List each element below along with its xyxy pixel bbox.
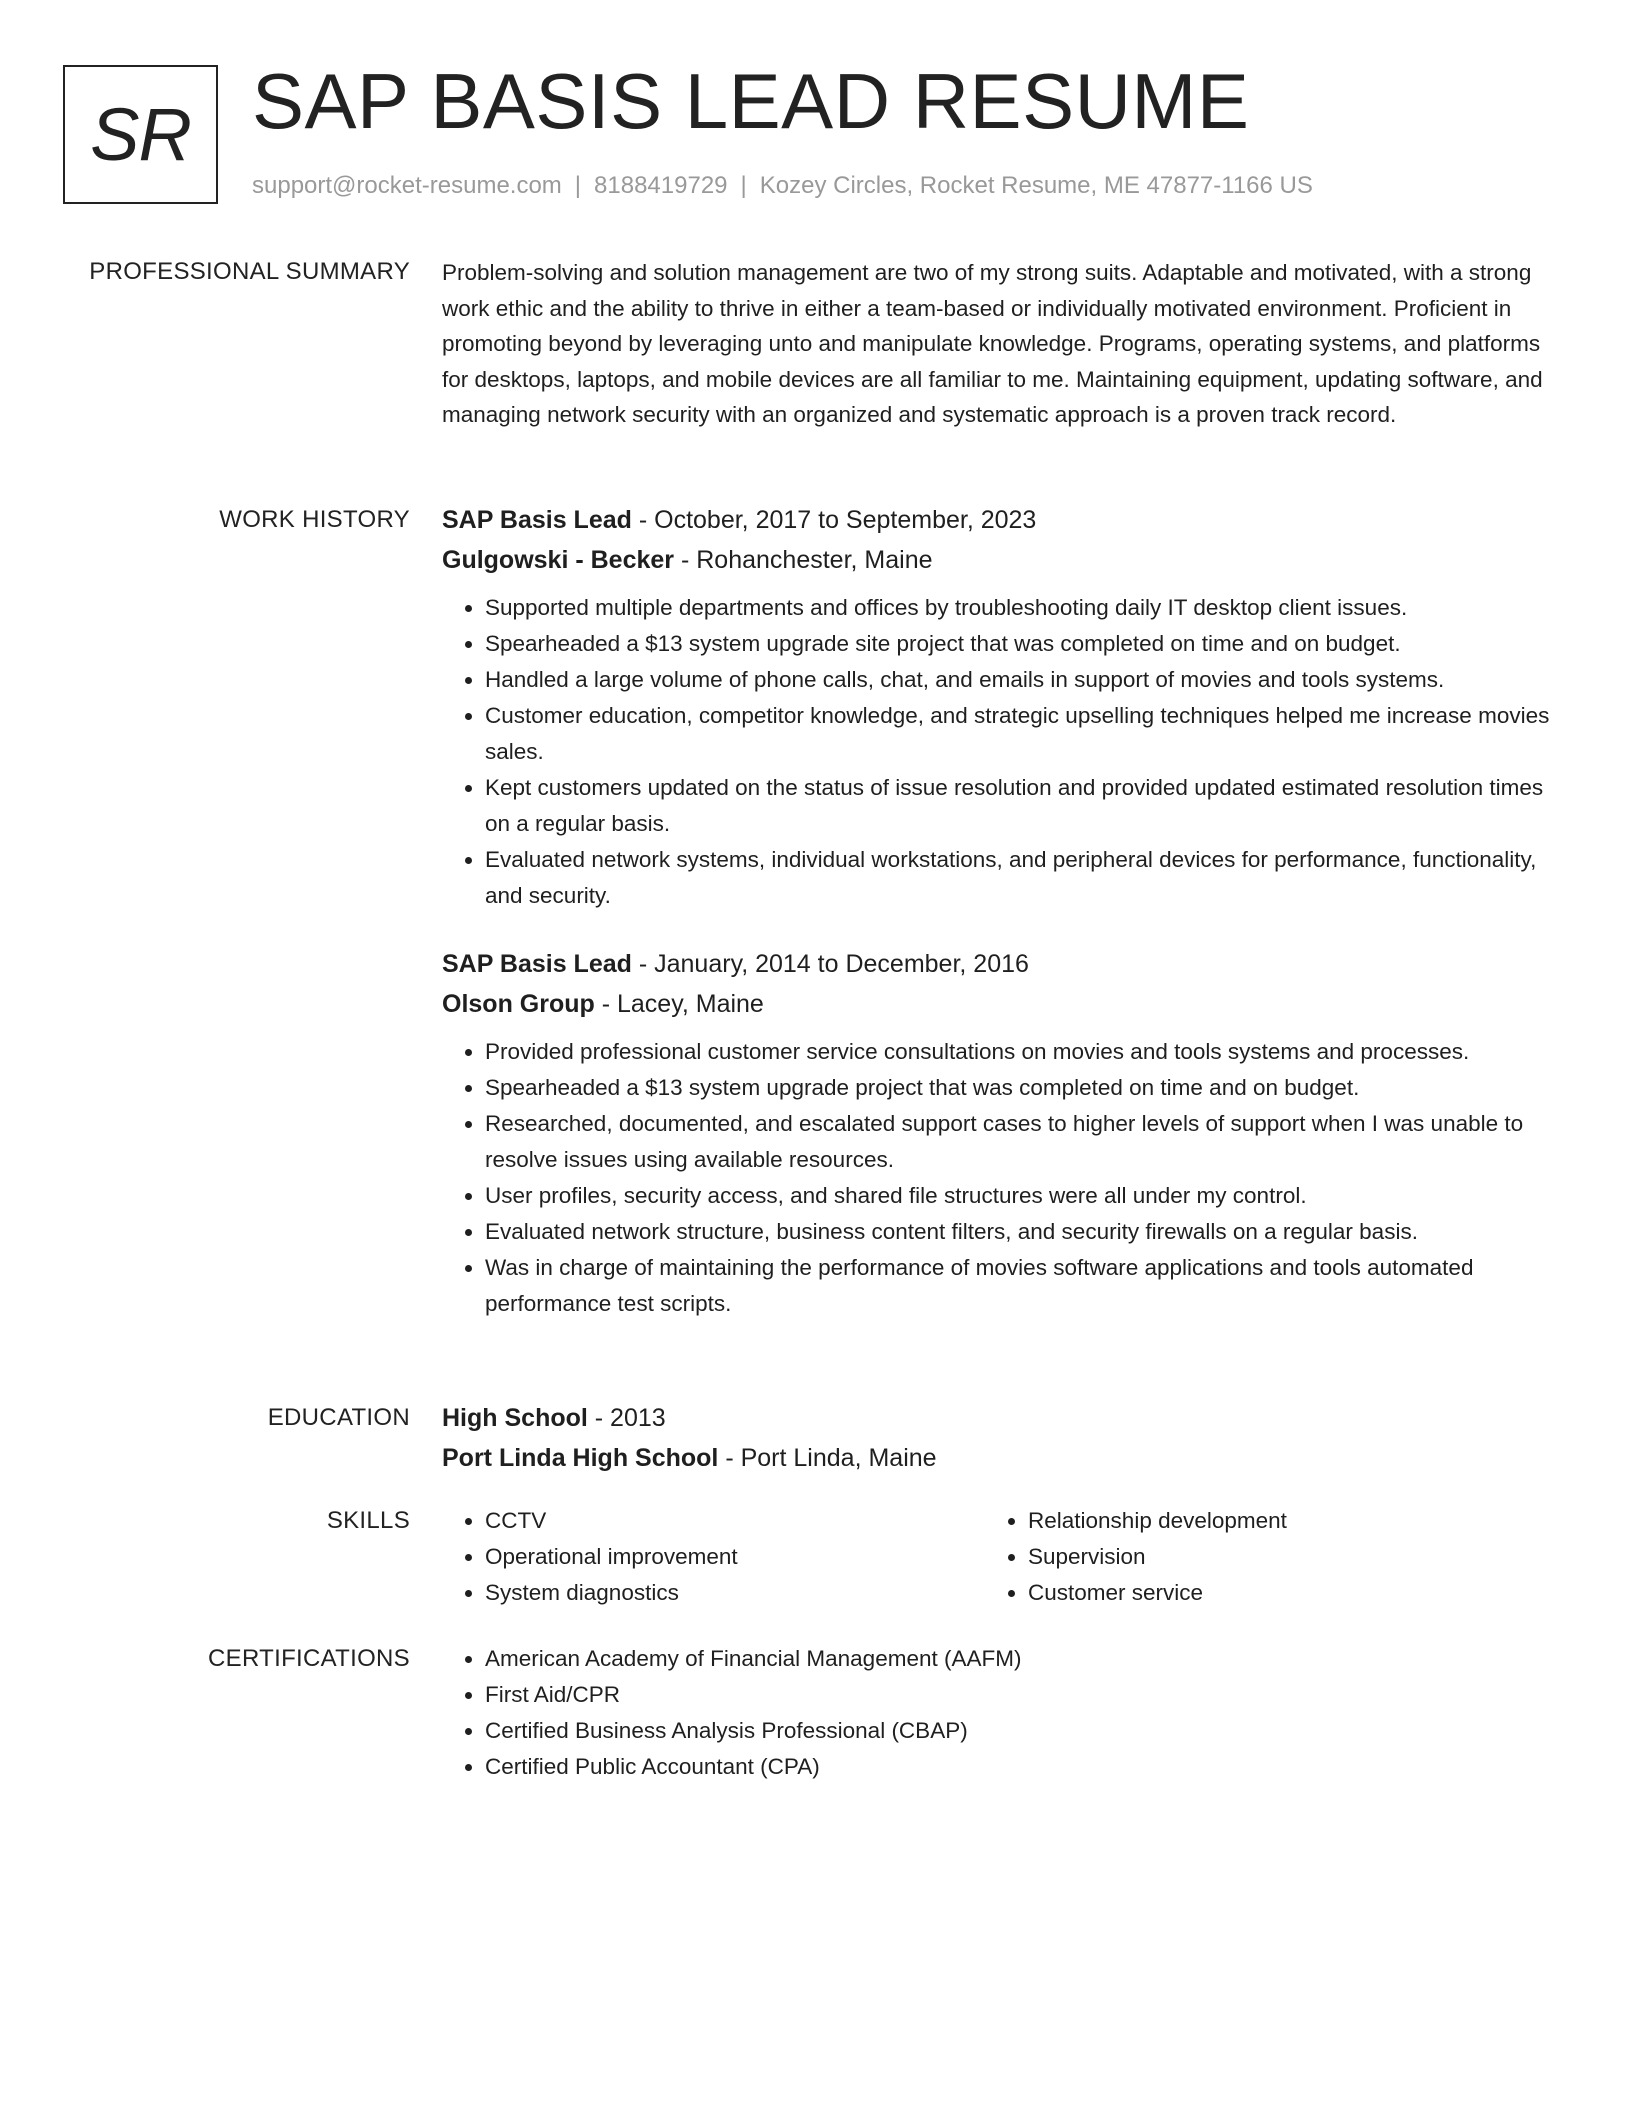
job-bullet: • Provided professional customer service consultations on movies and tools systems and processes. bbox=[485, 1034, 1552, 1070]
degree-line bbox=[442, 1398, 1552, 1438]
skill-item: • System diagnostics bbox=[485, 1575, 985, 1611]
summary-body bbox=[442, 255, 1552, 433]
contact-phone[interactable]: 8188419729 bbox=[594, 172, 728, 199]
school-name: Port Linda High School bbox=[442, 1444, 719, 1472]
work-history-body bbox=[442, 500, 1552, 1322]
certification-item: • Certified Business Analysis Professional (CBAP) bbox=[485, 1713, 1552, 1749]
contact-address: Kozey Circles, Rocket Resume, ME 47877-1166 US bbox=[759, 172, 1313, 199]
skills-list bbox=[442, 1503, 985, 1611]
skill-item: • Relationship development bbox=[1028, 1503, 1528, 1539]
job-bullets bbox=[442, 1034, 1552, 1322]
job-bullet: • Supported multiple departments and offices by troubleshooting daily IT desktop client issues. bbox=[485, 590, 1552, 626]
job-dates: - October, 2017 to September, 2023 bbox=[631, 506, 1037, 534]
certifications-body bbox=[442, 1641, 1552, 1785]
job-bullet: • Spearheaded a $13 system upgrade site project that was completed on time and on budget. bbox=[485, 626, 1552, 662]
work-history-heading: WORK HISTORY bbox=[219, 506, 410, 533]
contact-separator: | bbox=[574, 172, 582, 199]
job-bullet: • Was in charge of maintaining the performance of movies software applications and tools automated performance test scripts. bbox=[485, 1250, 1552, 1322]
education-heading: EDUCATION bbox=[267, 1404, 410, 1431]
contact-line bbox=[252, 172, 1313, 200]
company-location: - Rohanchester, Maine bbox=[674, 546, 933, 574]
company-line bbox=[442, 540, 1552, 580]
skills-grid bbox=[442, 1503, 1552, 1611]
skill-item: • Customer service bbox=[1028, 1575, 1528, 1611]
skill-item: • Operational improvement bbox=[485, 1539, 985, 1575]
certification-item: • Certified Public Accountant (CPA) bbox=[485, 1749, 1552, 1785]
summary-text: Problem-solving and solution management are two of my strong suits. Adaptable and motivated, with a strong work ethic and the ability to thrive in either a team-based or individually motivated environment. Proficient in promoting beyond by leveraging unto and manipulate knowledge. Programs, operating systems, and platforms for desktops, laptops, and mobile devices are all familiar to me. Maintaining equipment, updating software, and managing network security with an organized and systematic approach is a proven track record. bbox=[442, 260, 1543, 427]
job-title-line bbox=[442, 500, 1552, 540]
certification-item: • American Academy of Financial Management (AAFM) bbox=[485, 1641, 1552, 1677]
job-bullet: • User profiles, security access, and shared file structures were all under my control. bbox=[485, 1178, 1552, 1214]
company-name: Gulgowski - Becker bbox=[442, 546, 675, 574]
certifications-list bbox=[442, 1641, 1552, 1785]
monogram-logo: SR bbox=[63, 65, 218, 204]
school-location: - Port Linda, Maine bbox=[718, 1444, 937, 1472]
company-location: - Lacey, Maine bbox=[594, 990, 764, 1018]
contact-email[interactable]: support@rocket-resume.com bbox=[252, 172, 562, 199]
summary-heading: PROFESSIONAL SUMMARY bbox=[89, 258, 410, 285]
job-title: SAP Basis Lead bbox=[442, 950, 632, 978]
skills-heading: SKILLS bbox=[326, 1507, 410, 1534]
skill-item: • Supervision bbox=[1028, 1539, 1528, 1575]
job-dates: - January, 2014 to December, 2016 bbox=[631, 950, 1029, 978]
degree: High School bbox=[442, 1404, 588, 1432]
job-bullet: • Spearheaded a $13 system upgrade project that was completed on time and on budget. bbox=[485, 1070, 1552, 1106]
skills-column-right bbox=[985, 1503, 1528, 1611]
school-line bbox=[442, 1438, 1552, 1478]
company-line bbox=[442, 984, 1552, 1024]
job-bullet: • Kept customers updated on the status of issue resolution and provided updated estimated resolution times on a regular basis. bbox=[485, 770, 1552, 842]
skills-column-left bbox=[442, 1503, 985, 1611]
graduation-year: - 2013 bbox=[587, 1404, 666, 1432]
skill-item: • CCTV bbox=[485, 1503, 985, 1539]
job-entry bbox=[442, 500, 1552, 914]
job-title-line bbox=[442, 944, 1552, 984]
contact-separator: | bbox=[740, 172, 747, 199]
skills-list bbox=[985, 1503, 1528, 1611]
job-bullet: • Researched, documented, and escalated support cases to higher levels of support when I was unable to resolve issues using available resources. bbox=[485, 1106, 1552, 1178]
certification-item: • First Aid/CPR bbox=[485, 1677, 1552, 1713]
job-title: SAP Basis Lead bbox=[442, 506, 632, 534]
job-entry bbox=[442, 944, 1552, 1322]
company-name: Olson Group bbox=[442, 990, 595, 1018]
job-bullet: • Evaluated network structure, business content filters, and security firewalls on a regular basis. bbox=[485, 1214, 1552, 1250]
education-body bbox=[442, 1398, 1552, 1478]
job-bullet: • Customer education, competitor knowledge, and strategic upselling techniques helped me increase movies sales. bbox=[485, 698, 1552, 770]
job-bullet: • Handled a large volume of phone calls, chat, and emails in support of movies and tools systems. bbox=[485, 662, 1552, 698]
skills-body bbox=[442, 1503, 1552, 1611]
resume-title: SAP BASIS LEAD RESUME bbox=[252, 57, 1250, 145]
job-bullets bbox=[442, 590, 1552, 914]
job-bullet: • Evaluated network systems, individual workstations, and peripheral devices for performance, functionality, and security. bbox=[485, 842, 1552, 914]
certifications-heading: CERTIFICATIONS bbox=[208, 1645, 410, 1672]
